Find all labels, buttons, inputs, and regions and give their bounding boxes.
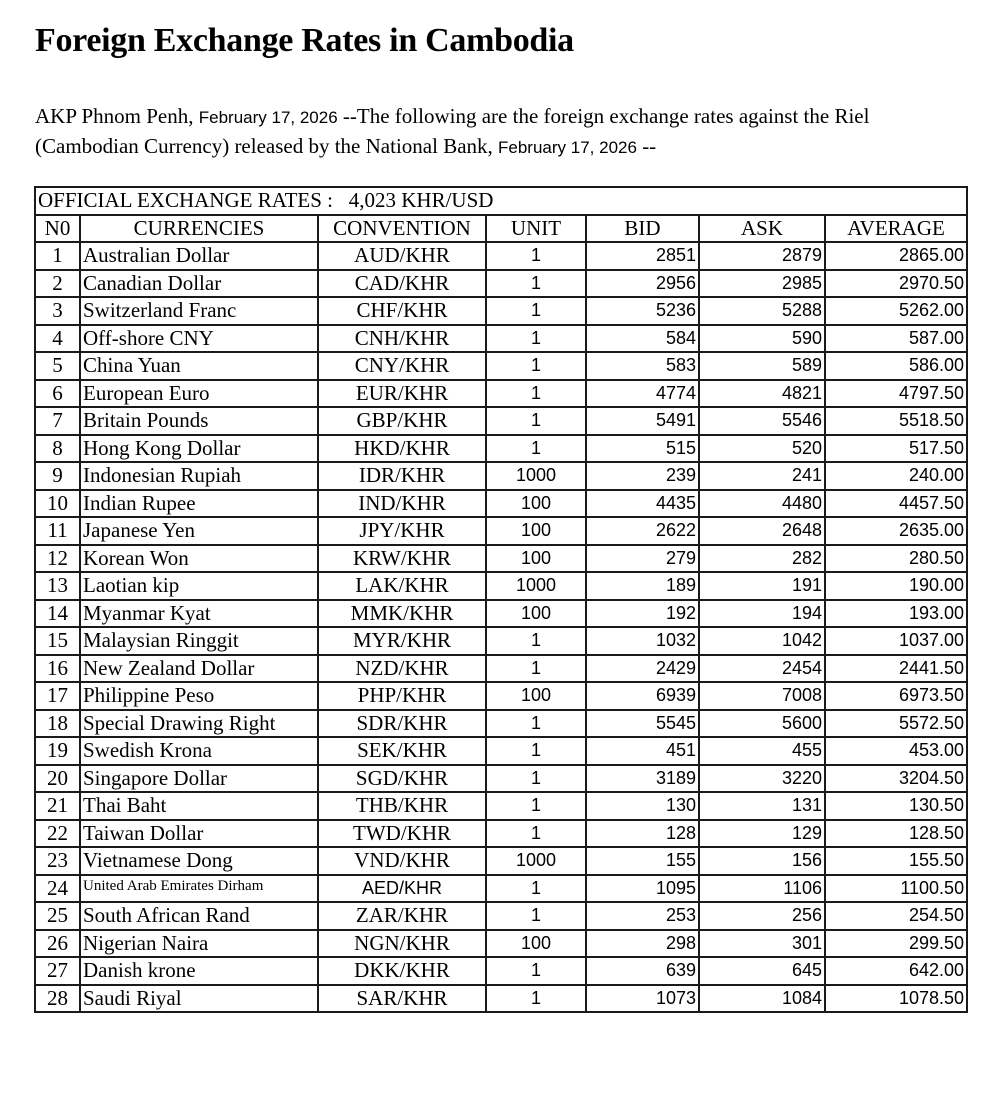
cell-bid: 2851 — [586, 242, 699, 270]
cell-no: 20 — [35, 765, 80, 793]
cell-no: 3 — [35, 297, 80, 325]
cell-currency: Indonesian Rupiah — [80, 462, 318, 490]
table-row — [35, 270, 967, 298]
intro-text: AKP Phnom Penh, — [35, 104, 199, 128]
intro-paragraph — [35, 102, 975, 162]
table-row — [35, 380, 967, 408]
cell-convention: MYR/KHR — [318, 627, 486, 655]
cell-ask: 256 — [699, 902, 825, 930]
cell-ask: 4480 — [699, 490, 825, 518]
cell-convention: NGN/KHR — [318, 930, 486, 958]
cell-unit: 1 — [486, 710, 586, 738]
cell-unit: 1 — [486, 407, 586, 435]
cell-average: 6973.50 — [825, 682, 967, 710]
cell-convention: CNY/KHR — [318, 352, 486, 380]
cell-average: 240.00 — [825, 462, 967, 490]
table-row — [35, 820, 967, 848]
cell-ask: 5288 — [699, 297, 825, 325]
cell-currency: Swedish Krona — [80, 737, 318, 765]
cell-ask: 590 — [699, 325, 825, 353]
table-row — [35, 352, 967, 380]
cell-convention: SEK/KHR — [318, 737, 486, 765]
cell-bid: 5236 — [586, 297, 699, 325]
cell-ask: 131 — [699, 792, 825, 820]
cell-convention: MMK/KHR — [318, 600, 486, 628]
cell-unit: 1 — [486, 765, 586, 793]
cell-bid: 189 — [586, 572, 699, 600]
cell-average: 2441.50 — [825, 655, 967, 683]
table-row — [35, 985, 967, 1013]
cell-bid: 155 — [586, 847, 699, 875]
cell-convention: IDR/KHR — [318, 462, 486, 490]
cell-bid: 639 — [586, 957, 699, 985]
table-row — [35, 902, 967, 930]
table-row — [35, 600, 967, 628]
cell-unit: 1 — [486, 875, 586, 903]
cell-ask: 241 — [699, 462, 825, 490]
cell-ask: 1084 — [699, 985, 825, 1013]
cell-convention: NZD/KHR — [318, 655, 486, 683]
cell-average: 586.00 — [825, 352, 967, 380]
table-row — [35, 737, 967, 765]
cell-currency: Laotian kip — [80, 572, 318, 600]
page-title: Foreign Exchange Rates in Cambodia — [35, 22, 574, 59]
cell-bid: 515 — [586, 435, 699, 463]
cell-currency: Australian Dollar — [80, 242, 318, 270]
cell-ask: 589 — [699, 352, 825, 380]
cell-ask: 1106 — [699, 875, 825, 903]
cell-average: 1037.00 — [825, 627, 967, 655]
cell-average: 517.50 — [825, 435, 967, 463]
cell-no: 8 — [35, 435, 80, 463]
cell-bid: 5545 — [586, 710, 699, 738]
table-row — [35, 847, 967, 875]
cell-currency: Malaysian Ringgit — [80, 627, 318, 655]
cell-no: 18 — [35, 710, 80, 738]
cell-average: 4797.50 — [825, 380, 967, 408]
cell-average: 5518.50 — [825, 407, 967, 435]
cell-convention: CAD/KHR — [318, 270, 486, 298]
cell-bid: 2622 — [586, 517, 699, 545]
cell-convention: AUD/KHR — [318, 242, 486, 270]
cell-ask: 129 — [699, 820, 825, 848]
cell-no: 15 — [35, 627, 80, 655]
cell-convention: GBP/KHR — [318, 407, 486, 435]
cell-average: 130.50 — [825, 792, 967, 820]
cell-currency: Taiwan Dollar — [80, 820, 318, 848]
cell-convention: PHP/KHR — [318, 682, 486, 710]
table-row — [35, 517, 967, 545]
cell-ask: 3220 — [699, 765, 825, 793]
cell-ask: 2648 — [699, 517, 825, 545]
table-row — [35, 682, 967, 710]
table-row — [35, 435, 967, 463]
cell-average: 2865.00 — [825, 242, 967, 270]
table-row — [35, 627, 967, 655]
cell-unit: 1 — [486, 655, 586, 683]
cell-bid: 128 — [586, 820, 699, 848]
cell-convention: CHF/KHR — [318, 297, 486, 325]
cell-bid: 1095 — [586, 875, 699, 903]
table-row — [35, 875, 967, 903]
cell-no: 5 — [35, 352, 80, 380]
intro-text: -- — [636, 134, 657, 158]
cell-unit: 1 — [486, 297, 586, 325]
cell-currency: United Arab Emirates Dirham — [80, 875, 318, 903]
cell-no: 23 — [35, 847, 80, 875]
table-row — [35, 792, 967, 820]
column-header-ask: ASK — [699, 215, 825, 243]
cell-unit: 1 — [486, 270, 586, 298]
cell-average: 5572.50 — [825, 710, 967, 738]
table-row — [35, 490, 967, 518]
cell-average: 280.50 — [825, 545, 967, 573]
cell-no: 7 — [35, 407, 80, 435]
cell-ask: 1042 — [699, 627, 825, 655]
table-row — [35, 297, 967, 325]
cell-bid: 279 — [586, 545, 699, 573]
cell-average: 2635.00 — [825, 517, 967, 545]
cell-currency: Canadian Dollar — [80, 270, 318, 298]
cell-average: 1078.50 — [825, 985, 967, 1013]
cell-convention: IND/KHR — [318, 490, 486, 518]
column-header-currencies: CURRENCIES — [80, 215, 318, 243]
cell-no: 14 — [35, 600, 80, 628]
cell-unit: 1 — [486, 820, 586, 848]
cell-unit: 100 — [486, 600, 586, 628]
column-header-convention: CONVENTION — [318, 215, 486, 243]
cell-currency: Korean Won — [80, 545, 318, 573]
cell-unit: 1 — [486, 435, 586, 463]
cell-bid: 451 — [586, 737, 699, 765]
cell-no: 22 — [35, 820, 80, 848]
cell-currency: Myanmar Kyat — [80, 600, 318, 628]
cell-currency: Thai Baht — [80, 792, 318, 820]
table-row — [35, 655, 967, 683]
cell-ask: 455 — [699, 737, 825, 765]
cell-average: 2970.50 — [825, 270, 967, 298]
cell-unit: 1 — [486, 352, 586, 380]
cell-unit: 100 — [486, 545, 586, 573]
cell-bid: 192 — [586, 600, 699, 628]
cell-average: 299.50 — [825, 930, 967, 958]
cell-convention: AED/KHR — [318, 875, 486, 903]
cell-no: 12 — [35, 545, 80, 573]
cell-average: 642.00 — [825, 957, 967, 985]
cell-convention: EUR/KHR — [318, 380, 486, 408]
cell-convention: KRW/KHR — [318, 545, 486, 573]
column-header-unit: UNIT — [486, 215, 586, 243]
cell-average: 453.00 — [825, 737, 967, 765]
cell-bid: 239 — [586, 462, 699, 490]
table-body — [35, 242, 967, 1012]
cell-unit: 100 — [486, 517, 586, 545]
table-row — [35, 957, 967, 985]
table-row — [35, 325, 967, 353]
column-header-no: N0 — [35, 215, 80, 243]
cell-bid: 6939 — [586, 682, 699, 710]
cell-bid: 298 — [586, 930, 699, 958]
cell-unit: 1 — [486, 737, 586, 765]
table-header-row — [35, 215, 967, 243]
cell-ask: 2454 — [699, 655, 825, 683]
cell-currency: Singapore Dollar — [80, 765, 318, 793]
cell-unit: 1000 — [486, 572, 586, 600]
cell-unit: 1 — [486, 957, 586, 985]
cell-no: 6 — [35, 380, 80, 408]
cell-bid: 1073 — [586, 985, 699, 1013]
intro-text: --The following are the foreign exchange rates against the Riel (Cambodian Currency) released by the National Bank, — [35, 104, 870, 158]
table-row — [35, 462, 967, 490]
cell-currency: Philippine Peso — [80, 682, 318, 710]
cell-no: 24 — [35, 875, 80, 903]
cell-no: 16 — [35, 655, 80, 683]
column-header-average: AVERAGE — [825, 215, 967, 243]
cell-no: 26 — [35, 930, 80, 958]
cell-ask: 645 — [699, 957, 825, 985]
cell-no: 25 — [35, 902, 80, 930]
cell-currency: China Yuan — [80, 352, 318, 380]
cell-ask: 520 — [699, 435, 825, 463]
cell-convention: SDR/KHR — [318, 710, 486, 738]
cell-no: 13 — [35, 572, 80, 600]
cell-bid: 253 — [586, 902, 699, 930]
cell-ask: 5546 — [699, 407, 825, 435]
table-row — [35, 710, 967, 738]
cell-unit: 1 — [486, 242, 586, 270]
cell-bid: 3189 — [586, 765, 699, 793]
cell-average: 190.00 — [825, 572, 967, 600]
cell-ask: 2985 — [699, 270, 825, 298]
cell-convention: THB/KHR — [318, 792, 486, 820]
cell-convention: HKD/KHR — [318, 435, 486, 463]
cell-average: 128.50 — [825, 820, 967, 848]
cell-unit: 100 — [486, 682, 586, 710]
table-row — [35, 242, 967, 270]
cell-average: 587.00 — [825, 325, 967, 353]
cell-ask: 7008 — [699, 682, 825, 710]
table-row — [35, 545, 967, 573]
cell-bid: 2956 — [586, 270, 699, 298]
cell-bid: 5491 — [586, 407, 699, 435]
cell-no: 1 — [35, 242, 80, 270]
table-row — [35, 407, 967, 435]
cell-bid: 584 — [586, 325, 699, 353]
cell-unit: 1000 — [486, 462, 586, 490]
cell-currency: Nigerian Naira — [80, 930, 318, 958]
table-row — [35, 765, 967, 793]
official-rate-value: 4,023 KHR/USD — [348, 188, 494, 213]
cell-unit: 1 — [486, 325, 586, 353]
cell-currency: Japanese Yen — [80, 517, 318, 545]
cell-convention: LAK/KHR — [318, 572, 486, 600]
cell-convention: ZAR/KHR — [318, 902, 486, 930]
cell-no: 10 — [35, 490, 80, 518]
cell-average: 1100.50 — [825, 875, 967, 903]
cell-bid: 4774 — [586, 380, 699, 408]
cell-average: 4457.50 — [825, 490, 967, 518]
cell-no: 11 — [35, 517, 80, 545]
cell-convention: DKK/KHR — [318, 957, 486, 985]
exchange-rates-table — [34, 186, 968, 1013]
cell-ask: 2879 — [699, 242, 825, 270]
cell-currency: Hong Kong Dollar — [80, 435, 318, 463]
cell-no: 19 — [35, 737, 80, 765]
cell-unit: 1 — [486, 627, 586, 655]
cell-no: 28 — [35, 985, 80, 1013]
cell-convention: VND/KHR — [318, 847, 486, 875]
cell-currency: European Euro — [80, 380, 318, 408]
cell-ask: 301 — [699, 930, 825, 958]
cell-unit: 100 — [486, 930, 586, 958]
cell-ask: 191 — [699, 572, 825, 600]
cell-no: 17 — [35, 682, 80, 710]
cell-no: 4 — [35, 325, 80, 353]
cell-currency: Switzerland Franc — [80, 297, 318, 325]
cell-ask: 194 — [699, 600, 825, 628]
cell-average: 254.50 — [825, 902, 967, 930]
cell-convention: SGD/KHR — [318, 765, 486, 793]
cell-convention: JPY/KHR — [318, 517, 486, 545]
cell-average: 155.50 — [825, 847, 967, 875]
cell-average: 3204.50 — [825, 765, 967, 793]
cell-unit: 1 — [486, 380, 586, 408]
cell-currency: South African Rand — [80, 902, 318, 930]
cell-unit: 1 — [486, 985, 586, 1013]
cell-currency: Special Drawing Right — [80, 710, 318, 738]
cell-convention: TWD/KHR — [318, 820, 486, 848]
official-rate-cell — [35, 187, 967, 215]
cell-ask: 4821 — [699, 380, 825, 408]
cell-currency: Vietnamese Dong — [80, 847, 318, 875]
cell-ask: 156 — [699, 847, 825, 875]
cell-currency: Danish krone — [80, 957, 318, 985]
cell-unit: 1 — [486, 792, 586, 820]
cell-convention: CNH/KHR — [318, 325, 486, 353]
cell-bid: 583 — [586, 352, 699, 380]
column-header-bid: BID — [586, 215, 699, 243]
cell-currency: Britain Pounds — [80, 407, 318, 435]
cell-bid: 4435 — [586, 490, 699, 518]
cell-no: 9 — [35, 462, 80, 490]
cell-no: 27 — [35, 957, 80, 985]
table-row — [35, 572, 967, 600]
intro-date: February 17, 2026 — [498, 138, 637, 157]
cell-no: 2 — [35, 270, 80, 298]
cell-currency: Indian Rupee — [80, 490, 318, 518]
intro-date: February 17, 2026 — [198, 108, 338, 127]
cell-bid: 130 — [586, 792, 699, 820]
cell-ask: 5600 — [699, 710, 825, 738]
cell-currency: Saudi Riyal — [80, 985, 318, 1013]
cell-average: 5262.00 — [825, 297, 967, 325]
cell-unit: 100 — [486, 490, 586, 518]
official-rate-row — [35, 187, 967, 215]
cell-ask: 282 — [699, 545, 825, 573]
official-rate-label: OFFICIAL EXCHANGE RATES : — [38, 188, 333, 213]
cell-average: 193.00 — [825, 600, 967, 628]
table-row — [35, 930, 967, 958]
cell-no: 21 — [35, 792, 80, 820]
cell-unit: 1000 — [486, 847, 586, 875]
cell-bid: 1032 — [586, 627, 699, 655]
cell-bid: 2429 — [586, 655, 699, 683]
cell-convention: SAR/KHR — [318, 985, 486, 1013]
cell-currency: Off-shore CNY — [80, 325, 318, 353]
cell-currency: New Zealand Dollar — [80, 655, 318, 683]
cell-unit: 1 — [486, 902, 586, 930]
